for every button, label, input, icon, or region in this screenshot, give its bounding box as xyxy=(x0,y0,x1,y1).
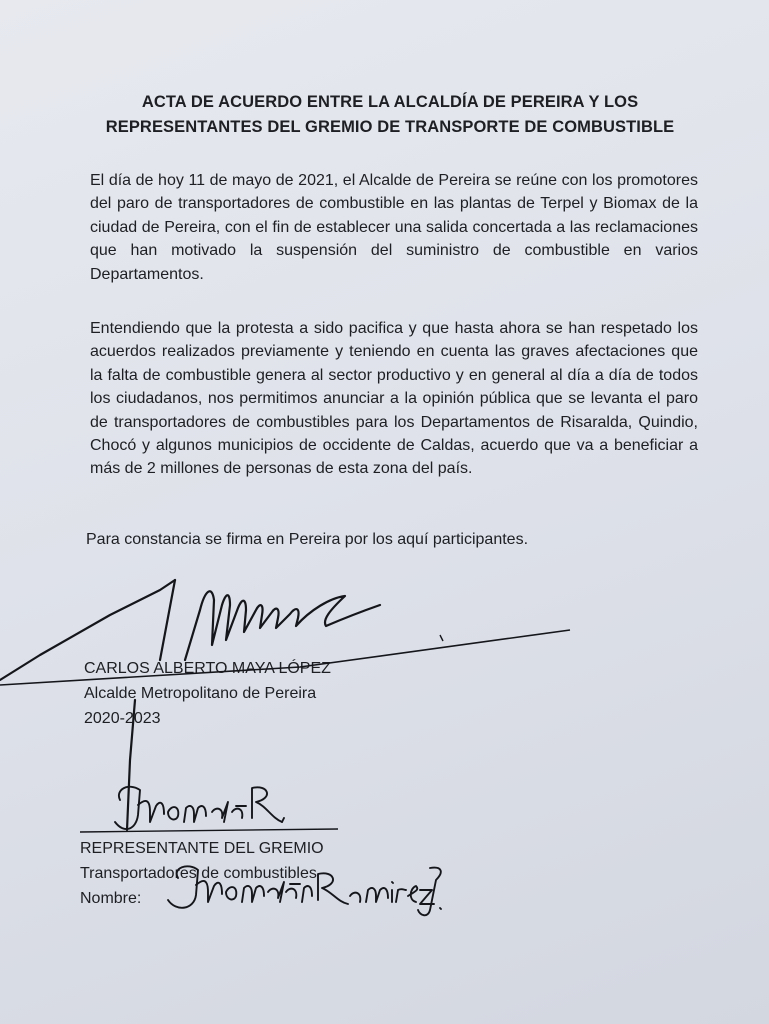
signatory-1-block xyxy=(84,656,331,731)
signatory-1-name: CARLOS ALBERTO MAYA LÓPEZ xyxy=(84,660,331,677)
signatory-2-name-label: Nombre: xyxy=(80,890,142,907)
signature-line-2 xyxy=(80,829,338,832)
closing-statement: Para constancia se firma en Pereira por los aquí participantes. xyxy=(86,531,529,548)
paragraph-2: Entendiendo que la protesta a sido pacifica y que hasta ahora se han respetado los acuerdos realizados previamente y teniendo en cuenta las graves afectaciones que la falta de combustible genera al sector productivo y en general al día a día de todos los ciudadanos, nos permitimos anunciar a la opinión pública que se levanta el paro de transportadores de combustibles para los Departamentos de Risaralda, Quindio, Chocó y algunos municipios de occidente de Caldas, acuerdo que va a beneficiar a más de 2 millones de personas de esta zona del país. xyxy=(90,320,698,478)
signatory-1-role: Alcalde Metropolitano de Pereira xyxy=(84,685,317,702)
representative-signature xyxy=(115,787,284,829)
signatory-2-name-row xyxy=(80,886,324,911)
signatory-2-role: REPRESENTANTE DEL GREMIO xyxy=(80,840,324,857)
signature-tick xyxy=(440,635,443,641)
document-title xyxy=(60,90,720,140)
title-line-2: REPRESENTANTES DEL GREMIO DE TRANSPORTE DE COMBUSTIBLE xyxy=(105,118,675,136)
title-line-1: ACTA DE ACUERDO ENTRE LA ALCALDÍA DE PEREIRA Y LOS xyxy=(141,93,639,111)
paragraph-1: El día de hoy 11 de mayo de 2021, el Alcalde de Pereira se reúne con los promotores del paro de transportadores de combustible en las plantas de Terpel y Biomax de la ciudad de Pereira, con el fin de establecer una salida concertada a las reclamaciones que han motivado la suspensión del suministro de combustible en varios Departamentos. xyxy=(90,172,698,283)
signatory-2-org: Transportadores de combustibles xyxy=(80,865,317,882)
signatory-1-term: 2020-2023 xyxy=(84,710,161,727)
signatory-2-block xyxy=(80,836,324,911)
